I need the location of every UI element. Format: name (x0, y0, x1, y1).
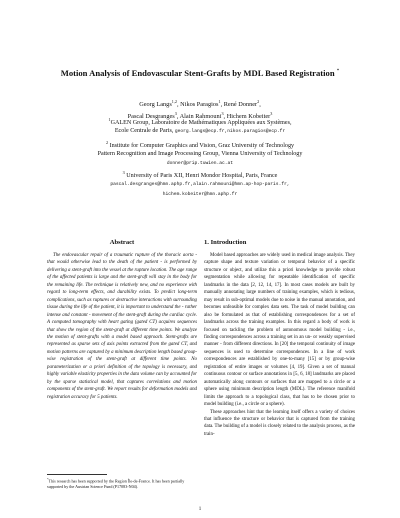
author-name: René Donner (223, 101, 258, 109)
affiliation-1 (0, 116, 400, 137)
affiliation-2 (0, 139, 400, 168)
footnote (47, 477, 197, 489)
author-affiliation-mark: 3 (270, 111, 273, 117)
footnote-rule (47, 474, 107, 475)
affiliation-line: University of Paris XII, Henri Mondor Hospital, Paris, France (124, 173, 278, 180)
author-name: Alain Rahmouni (179, 113, 222, 121)
author-name: Pascal Desgranges (127, 113, 175, 121)
paragraph: These approaches hint that the learning itself offers a variety of choices that influence the structure or behavior that is captured from the training data. The building of a model is closely related to the analysis process, as the train- (204, 409, 355, 437)
author-name: Hichem Kobeiter (226, 113, 271, 121)
affiliation-emails: georg.langs@ecp.fr,nikos.paragios@ecp.fr (174, 129, 286, 135)
paragraph: Model based approaches are widely used in medical image analysis. They capture shape and texture variation or temporal behavior of a specific structure or object, and utilize this a priori knowledge to provide robust segmentation while allowing for repeatable identification of specific landmarks in the data [2, 12, 14, 17]. In most cases models are built by manually annotating large numbers of training examples, which is tedious, may result in sub-optimal models due to noise in the manual annotation, and becomes unfeasible for complex data sets. The task of model building can also be formulated as that of establishing correspondences for a set of landmarks across the training examples. In this regard a body of work is focused on tackling the problem of autonomous model building - i.e., finding correspondences across a training set in an un- or weakly supervised manner - from different directions. In [20] the temporal continuity of image sequences is used to determine correspondences. In a line of work correspondences are established by one-to-many [15] or by group-wise registration of entire images or volumes [4, 19]. Given a set of manual continuous contour or surface annotations in [5, 6, 18] landmarks are placed automatically along contours or surfaces that are mapped to a circle or a sphere using minimum description length (MDL). The reference manifold limits the approach to a topological class, that has to be chosen prior to model building (i.e., a circle or a sphere). (204, 253, 355, 408)
affiliation-mark: 1 (108, 117, 111, 122)
abstract-heading: Abstract (109, 239, 135, 246)
affiliation-line: Institute for Computer Graphics and Vision, Graz University of Technology (108, 143, 295, 150)
author-affiliation-mark: 1,2 (171, 99, 178, 104)
affiliation-line: GALEN Group, Laboratoire de Mathématiques Appliquées aux Systèmes, (110, 120, 292, 127)
author-name: Nikos Paragios (180, 101, 219, 109)
author-name: Georg Langs (139, 101, 172, 109)
affiliation-3 (0, 169, 400, 199)
paper-title (0, 68, 400, 78)
abstract-text: The endovascular repair of a traumatic rupture of the thoracic aorta - that would otherwise lead to the death of the patient - is performed by delivering a stent-graft into the vessel at the rupture location. The age range of the affected patients is large and the stent-graft will stay in the body for the remaining life. The technique is relatively new, and no experience with regard to long-term effects, and durability exists. To predict long-term complications, such as ruptures or destructive interactions with surrounding tissue during the life of the patient, it is important to understand the - rather intense and constant - movement of the stent-graft during the cardiac cycle. A computed tomography with heart gating (gated CT) acquires sequences that show the region of the stent-graft at different time points. We analyze the motion of stent-grafts with a model based approach. Stent-grafts are represented as sparse sets of axis points extracted from the gated CT, and motion patterns are captured by a minimum description length based group-wise registration of the stent-graft at different time points. No parameterization or a priori definition of the topology is necessary, and highly variable elasticity properties in the data volume can by accounted for by the sparse statistical model, that captures correlations and motion components of the stent-graft. We report results for deformation models and registration accuracy for 5 patients. (47, 253, 197, 400)
affiliation-emails: pascal.desgranges@hmn.aphp.fr,alain.rahmouni@hmn.ap-hop-paris.fr, (110, 182, 290, 188)
affiliation-emails: hichem.kobeiter@hmn.aphp.fr (162, 191, 238, 197)
author-list: Georg Langs$^{1,2}$, Nikos Paragios$^1$, René Donner$^2$, Pascal Desgranges$^3$, Alain Rahmouni$^3$, Hichem Kobeiter$^3$ (127, 99, 273, 121)
author-affiliation-mark: 1 (218, 99, 221, 104)
affiliation-emails: donner@prip.tuwien.ac.at (166, 160, 234, 166)
page-number: 1 (198, 507, 202, 512)
author-affiliation-mark: 2 (257, 99, 260, 104)
affiliation-line: Ecole Centrale de Paris, (114, 128, 175, 135)
affiliation-line: Pattern Recognition and Image Processing Group, Vienna University of Technology (97, 151, 303, 158)
footnote-text: This research has been supported by the Region Île-de-France. It has been partially supported by the Austrian Science Fund (P17083-N04). (47, 478, 185, 489)
author-affiliation-mark: 3 (174, 111, 177, 117)
abstract-body (47, 252, 197, 401)
title-footnote-mark: * (336, 69, 340, 75)
affiliation-mark: 3 (122, 170, 125, 175)
affiliation-mark: 2 (105, 140, 109, 145)
author-affiliation-mark: 3 (221, 111, 224, 117)
title-text: Motion Analysis of Endovascular Stent-Grafts by MDL Based Registration (60, 68, 335, 78)
introduction-body (204, 252, 355, 438)
introduction-heading: 1. Introduction (204, 239, 247, 246)
footnote-mark: * (47, 477, 49, 481)
